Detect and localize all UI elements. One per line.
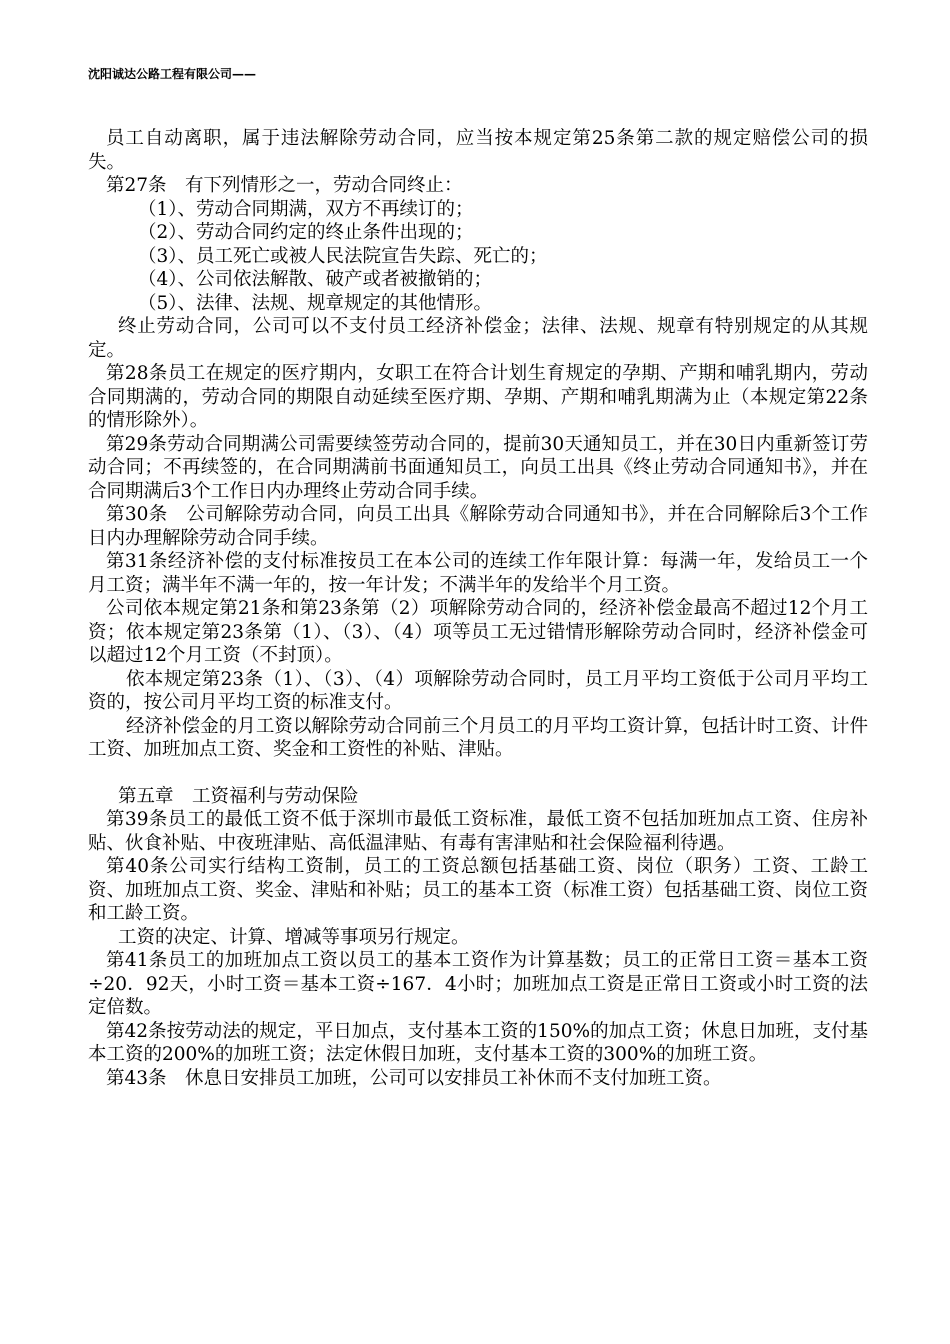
document-body [88,127,868,1090]
paragraph: 公司依本规定第21条和第23条第（2）项解除劳动合同的，经济补偿金最高不超过12个月工资；依本规定第23条第（1）、（3）、（4）项等员工无过错情形解除劳动合同时，经济补偿金可以超过12个月工资（不封顶）。 [88,598,868,666]
paragraph: 第39条员工的最低工资不低于深圳市最低工资标准，最低工资不包括加班加点工资、住房补贴、伙食补贴、中夜班津贴、高低温津贴、有毒有害津贴和社会保险福利待遇。 [88,809,868,854]
paragraph: 员工自动离职，属于违法解除劳动合同，应当按本规定第25条第二款的规定赔偿公司的损失。 [88,128,868,173]
spacer [88,762,868,785]
paragraph: 第42条按劳动法的规定，平日加点，支付基本工资的150%的加点工资；休息日加班，支付基本工资的200%的加班工资；法定休假日加班，支付基本工资的300%的加班工资。 [88,1020,868,1065]
paragraph: 第28条员工在规定的医疗期内，女职工在符合计划生育规定的孕期、产期和哺乳期内，劳动合同期满的，劳动合同的期限自动延续至医疗期、孕期、产期和哺乳期满为止（本规定第22条的情形除外）。 [88,363,868,431]
chapter-heading: 第五章 工资福利与劳动保险 [118,785,359,807]
list-item: （3）、员工死亡或被人民法院宣告失踪、死亡的； [138,245,548,267]
list-item: （4）、公司依法解散、破产或者被撤销的； [138,269,493,290]
paragraph: 工资的决定、计算、增减等事项另行规定。 [118,926,470,948]
article-heading: 第27条 有下列情形之一，劳动合同终止： [106,175,463,196]
paragraph: 第31条经济补偿的支付标准按员工在本公司的连续工作年限计算：每满一年，发给员工一个月工资；满半年不满一年的，按一年计发；不满半年的发给半个月工资。 [88,551,868,596]
paragraph: 第41条员工的加班加点工资以员工的基本工资作为计算基数；员工的正常日工资＝基本工资÷20．92天，小时工资＝基本工资÷167．4小时；加班加点工资是正常日工资或小时工资的法定倍数。 [88,950,868,1018]
paragraph: 第30条 公司解除劳动合同，向员工出具《解除劳动合同通知书》，并在合同解除后3个工作日内办理解除劳动合同手续。 [88,504,868,549]
paragraph: 第43条 休息日安排员工加班，公司可以安排员工补休而不支付加班工资。 [106,1067,722,1089]
list-item: （1）、劳动合同期满，双方不再续订的； [138,198,474,220]
paragraph: 依本规定第23条（1）、（3）、（4）项解除劳动合同时，员工月平均工资低于公司月平均工资的，按公司月平均工资的标准支付。 [88,668,868,713]
list-item: （5）、法律、法规、规章规定的其他情形。 [138,292,493,314]
paragraph: 第40条公司实行结构工资制，员工的工资总额包括基础工资、岗位（职务）工资、工龄工资、加班加点工资、奖金、津贴和补贴；员工的基本工资（标准工资）包括基础工资、岗位工资和工龄工资。 [88,856,868,924]
paragraph: 第29条劳动合同期满公司需要续签劳动合同的，提前30天通知员工，并在30日内重新签订劳动合同；不再续签的，在合同期满前书面通知员工，向员工出具《终止劳动合同通知书》，并在合同期满后3个工作日内办理终止劳动合同手续。 [88,433,868,502]
page-header: 沈阳诚达公路工程有限公司—— [88,67,257,81]
list-item: （2）、劳动合同约定的终止条件出现的； [138,222,474,243]
paragraph: 经济补偿金的月工资以解除劳动合同前三个月员工的月平均工资计算，包括计时工资、计件工资、加班加点工资、奖金和工资性的补贴、津贴。 [88,715,868,760]
paragraph: 终止劳动合同，公司可以不支付员工经济补偿金；法律、法规、规章有特别规定的从其规定。 [88,316,868,361]
